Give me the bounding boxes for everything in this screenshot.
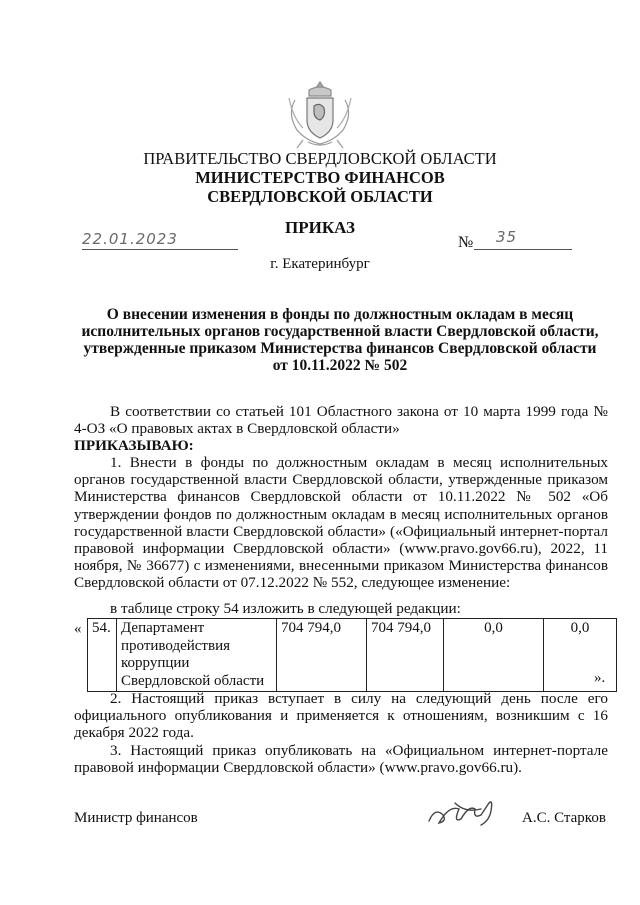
item-3: 3. Настоящий приказ опубликовать на «Официальном интернет-портале правовой информации Свердловской области» (www.pravo.gov66.ru). <box>74 742 608 777</box>
title-line-1: О внесении изменения в фонды по должностным окладам в месяц <box>106 306 574 323</box>
document-type: ПРИКАЗ <box>285 218 355 237</box>
ministry-name: МИНИСТЕРСТВО ФИНАНСОВ <box>195 168 445 187</box>
fund-value-4: 0,0 <box>544 619 617 692</box>
row-number: 54. <box>88 619 117 692</box>
order-date: 22.01.2023 <box>82 230 238 250</box>
table-row <box>88 619 617 692</box>
table-intro: в таблице строку 54 изложить в следующей редакции: <box>110 600 461 617</box>
item-1: 1. Внести в фонды по должностным окладам в месяц исполнительных органов государственной власти Свердловской области, утвержденные приказом Министерства финансов Свердловской области от 10.11.2022 № 502 «Об утверждении фондов по должностным окладам в месяц исполнительных органов государственной власти Свердловской области» («Официальный интернет-портал правовой информации Свердловской области» (www.pravo.gov66.ru), 2022, 11 ноября, № 36677) с изменениями, внесенными приказом Министерства финансов Свердловской области от 07.12.2022 № 552, следующее изменение: <box>74 454 608 592</box>
fund-table <box>87 618 617 692</box>
city: г. Екатеринбург <box>270 256 370 272</box>
title-line-2: исполнительных органов государственной власти Свердловской области, <box>81 323 599 340</box>
quote-open: « <box>74 621 82 637</box>
fund-value-3: 0,0 <box>444 619 544 692</box>
department-name: Департамент противодействия коррупции Свердловской области <box>117 619 277 692</box>
item-2: 2. Настоящий приказ вступает в силу на следующий день после его официального опубликования и применяется к отношениям, возникшим с 16 декабря 2022 года. <box>74 690 608 742</box>
title-line-4: от 10.11.2022 № 502 <box>272 357 408 374</box>
quote-close: ». <box>594 670 606 686</box>
government-name: ПРАВИТЕЛЬСТВО СВЕРДЛОВСКОЙ ОБЛАСТИ <box>143 149 497 168</box>
order-number: 35 <box>474 228 572 250</box>
region-name: СВЕРДЛОВСКОЙ ОБЛАСТИ <box>207 187 433 206</box>
coat-of-arms-emblem <box>283 78 357 152</box>
fund-value-1: 704 794,0 <box>277 619 367 692</box>
signer-position: Министр финансов <box>74 810 198 826</box>
fund-value-2: 704 794,0 <box>367 619 444 692</box>
order-word: ПРИКАЗЫВАЮ: <box>74 437 194 454</box>
preamble: В соответствии со статьей 101 Областного закона от 10 марта 1999 года № 4-ОЗ «О правовых актах в Свердловской области» <box>74 403 608 438</box>
title-line-3: утвержденные приказом Министерства финансов Свердловской области <box>83 340 597 357</box>
signer-name: А.С. Старков <box>522 810 606 826</box>
handwritten-signature <box>425 795 505 833</box>
order-number-label: № <box>458 234 474 251</box>
